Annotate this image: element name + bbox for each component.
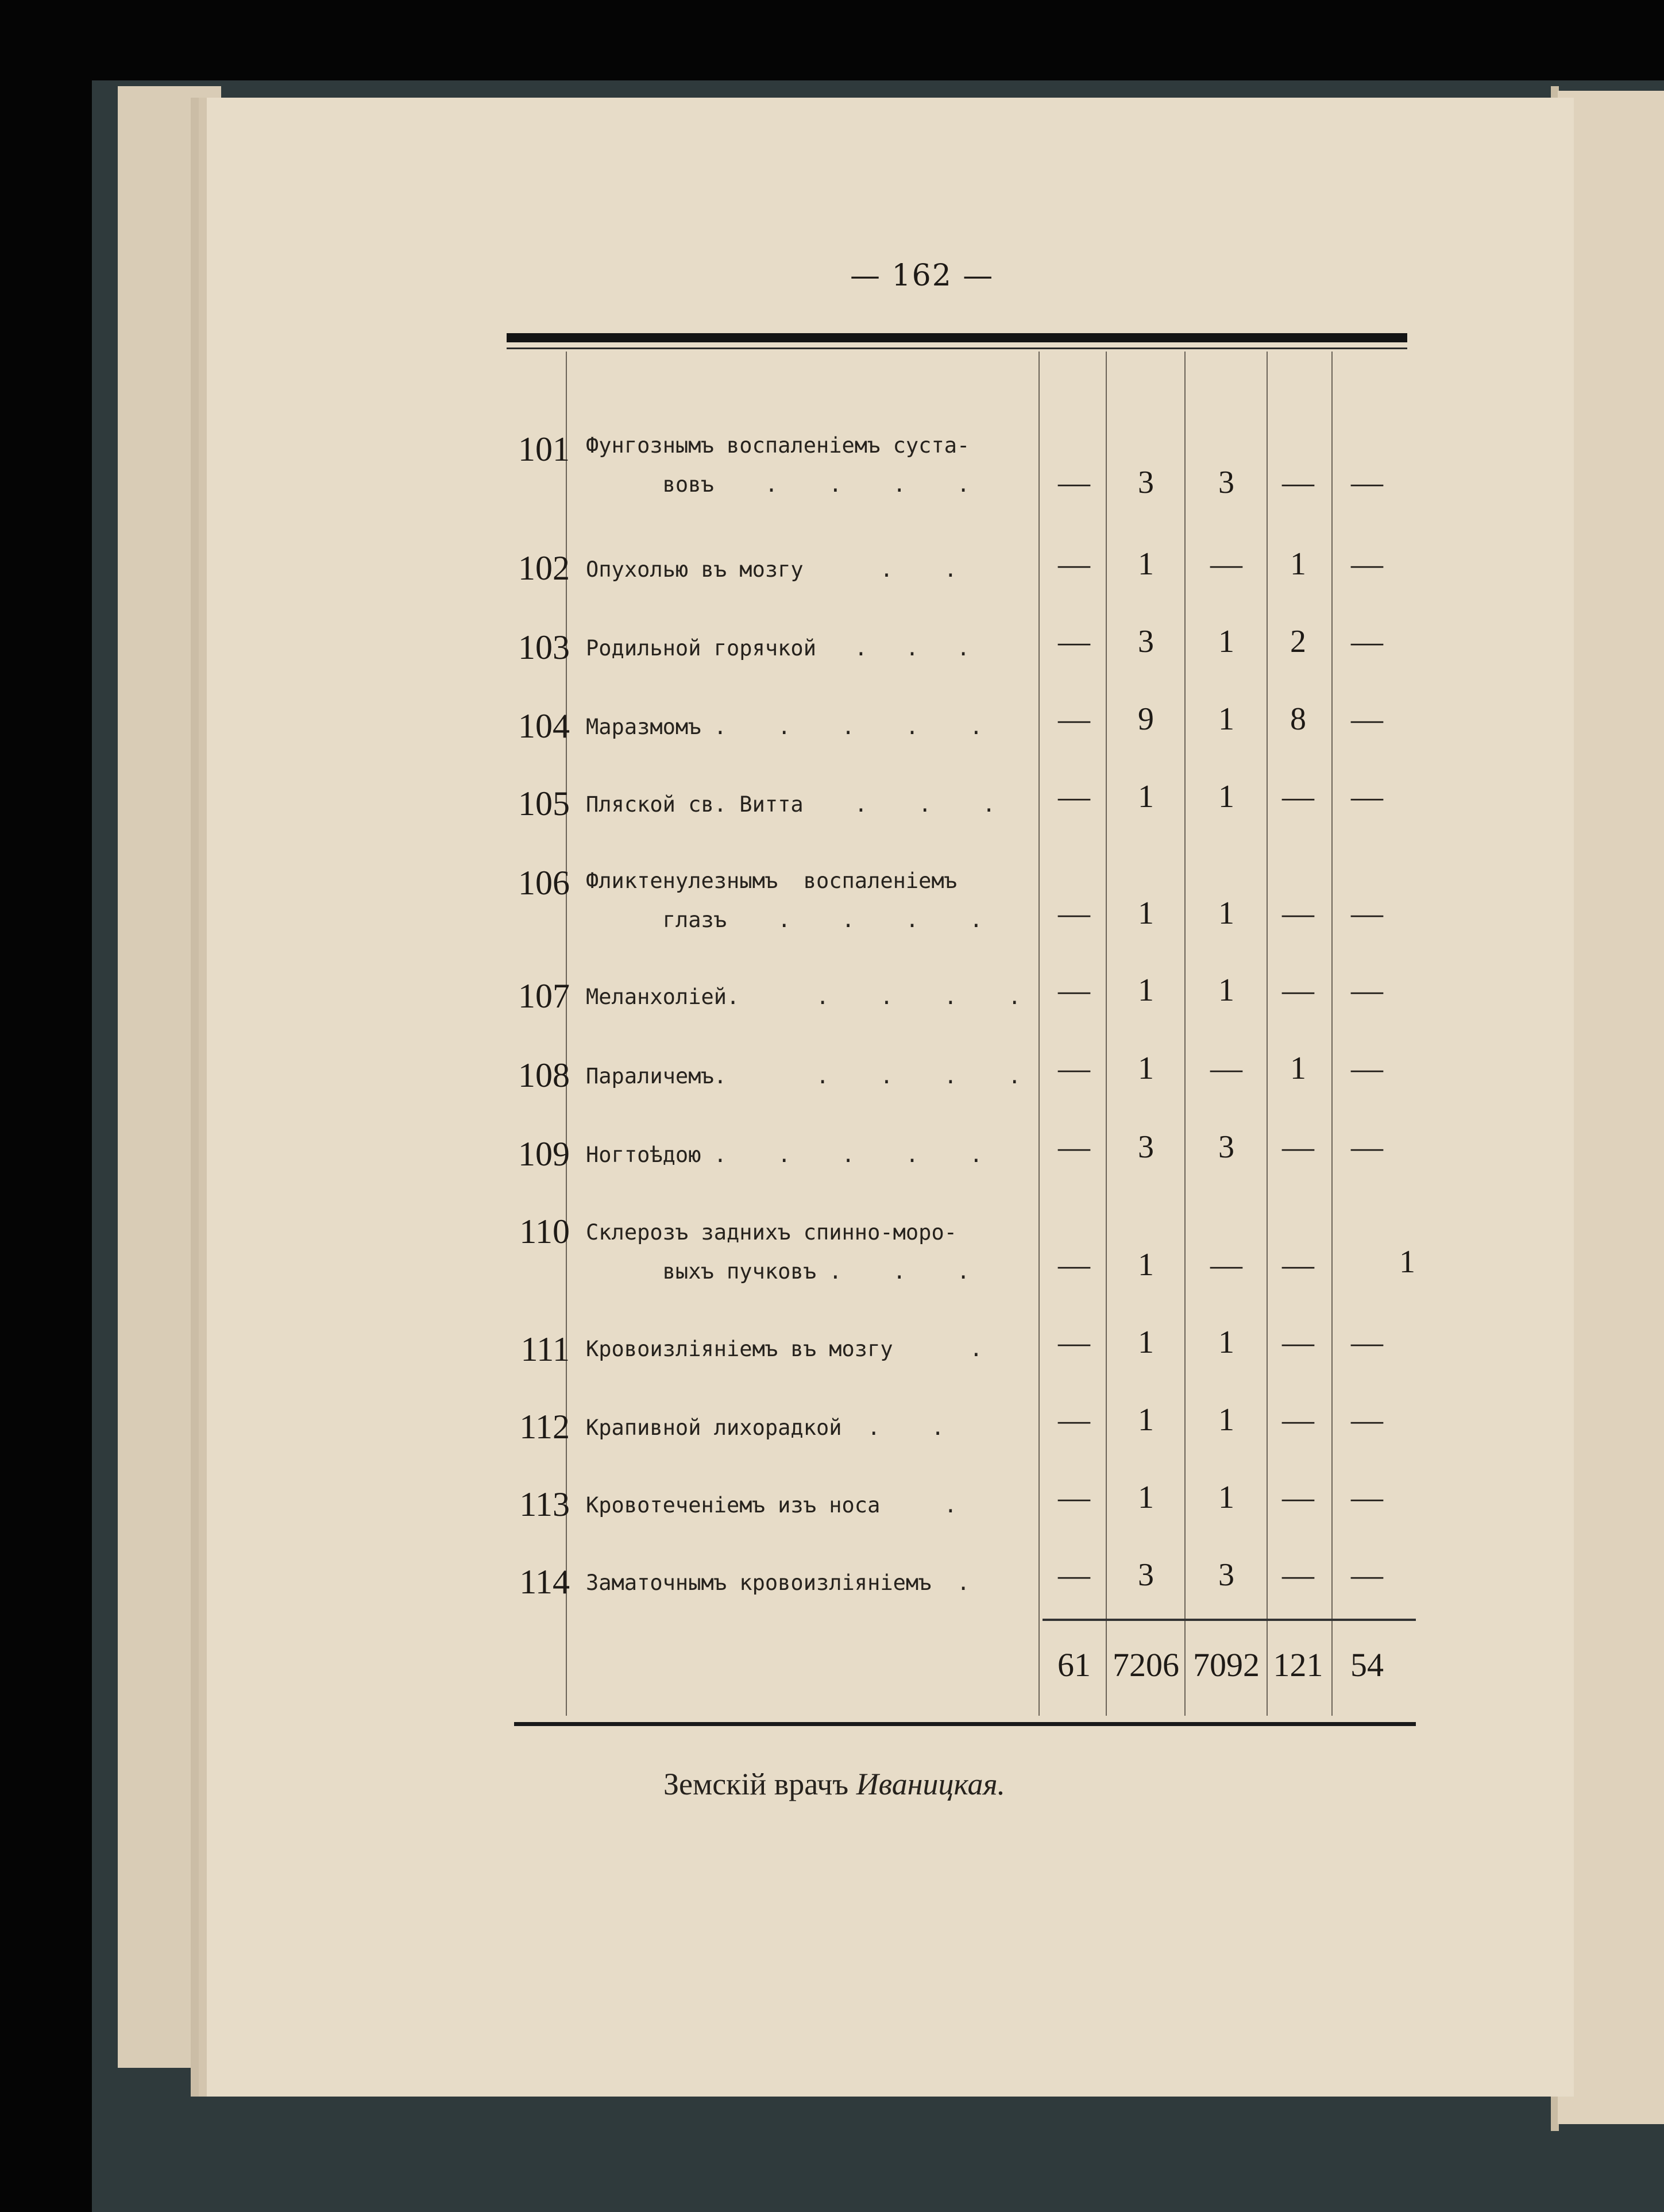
- row-number: 106: [518, 864, 570, 902]
- top-rule: [507, 333, 1407, 342]
- signature-prefix: Земскій врачъ: [663, 1767, 856, 1801]
- cell-value: —: [1058, 1051, 1090, 1086]
- cell-value: —: [1282, 972, 1314, 1008]
- cell-value: —: [1282, 1247, 1314, 1283]
- page-number: — 162 —: [850, 258, 994, 293]
- row-number: 114: [519, 1563, 570, 1601]
- cell-value: —: [1282, 779, 1314, 814]
- bottom-rule: [514, 1722, 1416, 1726]
- row-number: 109: [518, 1135, 570, 1173]
- total-value: 7206: [1113, 1646, 1179, 1684]
- column-divider: [1184, 352, 1186, 1716]
- cell-value: —: [1351, 1051, 1383, 1086]
- total-value: 61: [1057, 1646, 1091, 1684]
- cell-value: —: [1058, 779, 1090, 814]
- row-description: Крапивной лихорадкой . .: [586, 1415, 944, 1440]
- row-description: Родильной горячкой . . .: [586, 636, 970, 661]
- cell-value: 3: [1218, 1557, 1234, 1593]
- cell-value: —: [1282, 1325, 1314, 1360]
- cell-value: 3: [1218, 1129, 1234, 1165]
- cell-value: 1: [1138, 895, 1154, 931]
- cell-value: —: [1282, 1402, 1314, 1438]
- cell-value: 1: [1218, 624, 1234, 659]
- row-description: Параличемъ. . . . .: [586, 1064, 1021, 1088]
- cell-value: —: [1058, 701, 1090, 737]
- row-description: Ногтоѣдою . . . . .: [586, 1142, 983, 1167]
- row-number: 112: [519, 1408, 570, 1446]
- signature-name: Иваницкая.: [856, 1767, 1006, 1801]
- cell-value: 8: [1290, 701, 1306, 737]
- cell-value: —: [1351, 1557, 1383, 1593]
- row-number: 111: [520, 1330, 570, 1368]
- cell-value: —: [1351, 779, 1383, 814]
- cell-value: —: [1351, 1402, 1383, 1438]
- row-description: Меланхоліей. . . . .: [586, 985, 1021, 1009]
- row-description-continued: глазъ . . . .: [586, 908, 983, 932]
- row-number: 110: [519, 1213, 570, 1250]
- total-value: 121: [1273, 1646, 1323, 1684]
- cell-value: 1: [1290, 546, 1306, 582]
- cell-value: —: [1351, 972, 1383, 1008]
- row-description-continued: выхъ пучковъ . . .: [586, 1259, 970, 1284]
- cell-value: —: [1282, 895, 1314, 931]
- column-divider: [1038, 352, 1040, 1716]
- row-number: 105: [518, 785, 570, 823]
- total-value: 54: [1350, 1646, 1384, 1684]
- top-rule-thin: [507, 348, 1407, 349]
- cell-value: —: [1351, 624, 1383, 659]
- cell-value: 1: [1218, 1480, 1234, 1515]
- row-number: 102: [518, 549, 570, 587]
- cell-value: —: [1351, 465, 1383, 500]
- row-description: Фликтенулезнымъ воспаленіемъ: [586, 868, 958, 893]
- row-number: 107: [518, 977, 570, 1015]
- row-description: Фунгознымъ воспаленіемъ суста-: [586, 433, 970, 458]
- row-description-continued: вовъ . . . .: [586, 472, 970, 497]
- row-number: 103: [518, 628, 570, 666]
- cell-value: 1: [1218, 1325, 1234, 1360]
- cell-value: 3: [1138, 465, 1154, 500]
- cell-value: 1: [1218, 895, 1234, 931]
- cell-value: —: [1351, 1129, 1383, 1165]
- row-description: Кровотеченіемъ изъ носа .: [586, 1493, 958, 1518]
- cell-value: —: [1282, 465, 1314, 500]
- cell-value: 1: [1138, 1480, 1154, 1515]
- previous-page-edge: [118, 86, 221, 2068]
- column-divider: [1267, 352, 1268, 1716]
- row-description: Пляской св. Витта . . .: [586, 792, 995, 817]
- row-description: Опухолью въ мозгу . .: [586, 557, 958, 582]
- margin-value: 1: [1399, 1244, 1415, 1280]
- cell-value: —: [1058, 546, 1090, 582]
- row-number: 108: [518, 1056, 570, 1094]
- cell-value: 1: [1290, 1051, 1306, 1086]
- cell-value: 1: [1138, 972, 1154, 1008]
- cell-value: —: [1058, 1247, 1090, 1283]
- cell-value: 3: [1138, 1557, 1154, 1593]
- total-value: 7092: [1193, 1646, 1260, 1684]
- row-description: Склерозъ заднихъ спинно-моро-: [586, 1220, 958, 1245]
- cell-value: —: [1058, 1557, 1090, 1593]
- cell-value: —: [1058, 1129, 1090, 1165]
- cell-value: —: [1058, 624, 1090, 659]
- cell-value: 1: [1218, 1402, 1234, 1438]
- cell-value: 3: [1138, 1129, 1154, 1165]
- cell-value: —: [1282, 1557, 1314, 1593]
- cell-value: —: [1210, 1051, 1242, 1086]
- cell-value: 1: [1138, 779, 1154, 814]
- cell-value: —: [1282, 1480, 1314, 1515]
- signature-line: [663, 1766, 1005, 1802]
- cell-value: —: [1058, 1325, 1090, 1360]
- cell-value: —: [1351, 895, 1383, 931]
- cell-value: 9: [1138, 701, 1154, 737]
- cell-value: 1: [1138, 1402, 1154, 1438]
- row-number: 101: [518, 430, 570, 468]
- cell-value: 1: [1218, 972, 1234, 1008]
- row-number: 113: [519, 1485, 570, 1523]
- cell-value: —: [1351, 1480, 1383, 1515]
- cell-value: —: [1058, 1402, 1090, 1438]
- cell-value: —: [1351, 1325, 1383, 1360]
- row-description: Маразмомъ . . . . .: [586, 715, 983, 739]
- cell-value: —: [1351, 546, 1383, 582]
- row-description: Заматочнымъ кровоизліяніемъ .: [586, 1570, 970, 1595]
- row-number: 104: [518, 707, 570, 745]
- cell-value: —: [1058, 895, 1090, 931]
- cell-value: 3: [1138, 624, 1154, 659]
- sum-rule: [1043, 1619, 1416, 1621]
- cell-value: 1: [1138, 1051, 1154, 1086]
- cell-value: 1: [1218, 701, 1234, 737]
- cell-value: 3: [1218, 465, 1234, 500]
- cell-value: —: [1210, 546, 1242, 582]
- cell-value: —: [1282, 1129, 1314, 1165]
- row-description: Кровоизліяніемъ въ мозгу .: [586, 1337, 983, 1361]
- cell-value: —: [1058, 1480, 1090, 1515]
- cell-value: 1: [1218, 779, 1234, 814]
- cell-value: —: [1058, 972, 1090, 1008]
- cell-value: —: [1058, 465, 1090, 500]
- cell-value: —: [1210, 1247, 1242, 1283]
- cell-value: 2: [1290, 624, 1306, 659]
- cell-value: 1: [1138, 546, 1154, 582]
- cell-value: 1: [1138, 1325, 1154, 1360]
- cell-value: —: [1351, 701, 1383, 737]
- column-divider: [1106, 352, 1107, 1716]
- cell-value: 1: [1138, 1247, 1154, 1283]
